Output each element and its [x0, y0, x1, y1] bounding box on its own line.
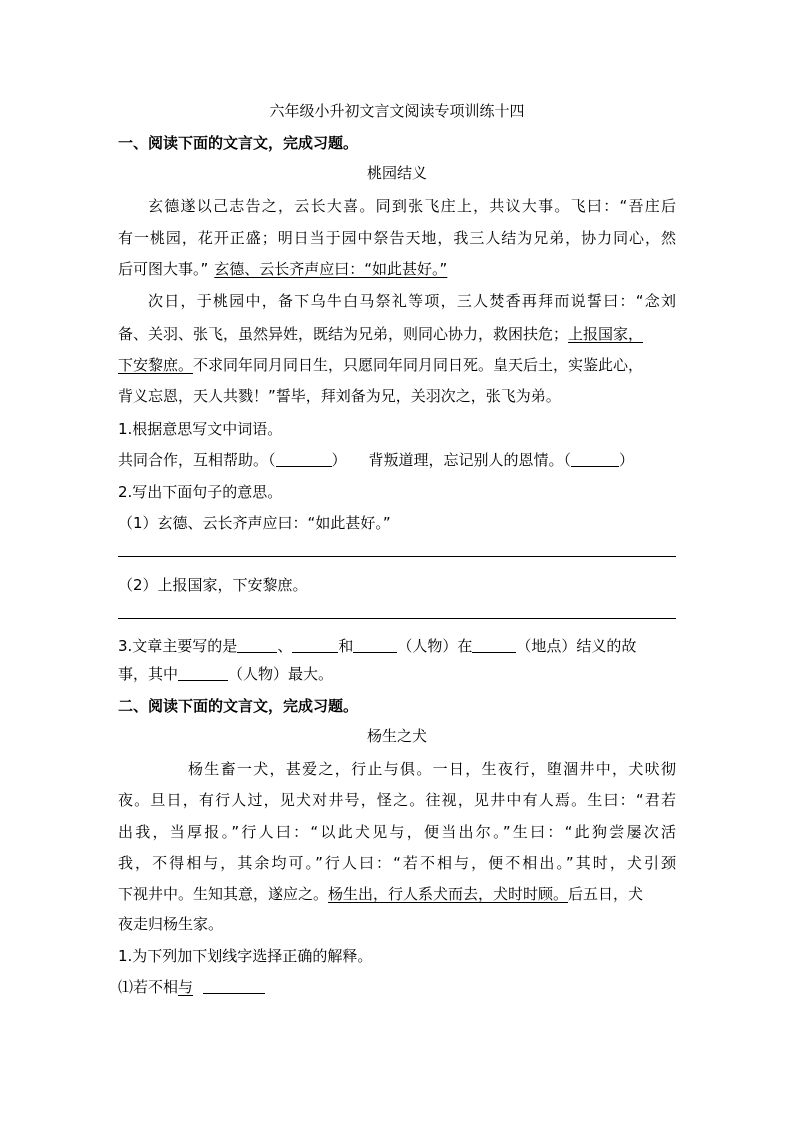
answer-blank[interactable] — [203, 978, 265, 994]
answer-blank[interactable] — [292, 637, 338, 653]
passage2-text: 后五日，犬 — [568, 885, 644, 903]
question-1: 1.根据意思写文中词语。 — [118, 420, 283, 438]
underlined-char: 与 — [178, 978, 194, 996]
q3-text: （人物）最大。 — [228, 665, 334, 683]
passage1-line: 次日，于桃园中，备下乌牛白马祭礼等项，三人焚香再拜而说誓曰：“念刘 — [148, 292, 676, 310]
answer-line[interactable] — [118, 618, 676, 619]
question-1-items — [118, 450, 634, 470]
q3-text: （地点）结义的故 — [516, 637, 637, 655]
q3-text: 和 — [338, 637, 354, 655]
passage2-title: 杨生之犬 — [366, 727, 427, 745]
passage1-line: 有一桃园，花开正盛；明日当于园中祭告天地，我三人结为兄弟，协力同心，然 — [118, 229, 676, 247]
passage2-line: 夜。旦日，有行人过，见犬对井号，怪之。往视，见井中有人焉。生曰：“君若 — [118, 791, 676, 809]
section2-heading: 二、阅读下面的文言文，完成习题。 — [118, 697, 359, 715]
section1-heading: 一、阅读下面的文言文，完成习题。 — [118, 134, 359, 152]
page-title: 六年级小升初文言文阅读专项训练十四 — [269, 102, 525, 120]
passage1-line: 玄德遂以己志告之，云长大喜。同到张飞庄上，共议大事。飞曰：“吾庄后 — [148, 197, 676, 215]
passage1-line — [118, 324, 643, 344]
question-2-2: （2）上报国家，下安黎庶。 — [118, 576, 308, 594]
answer-blank[interactable] — [276, 451, 332, 467]
section2-question-1: 1.为下列加下划线字选择正确的解释。 — [118, 947, 373, 965]
passage2-line: 出我，当厚报。”行人曰：“以此犬见与，便当出尔。”生曰：“此狗尝屡次活 — [118, 823, 676, 841]
underlined-sentence: 玄德、云长齐声应曰：“如此甚好。” — [214, 260, 448, 278]
passage2-line: 夜走归杨生家。 — [118, 915, 224, 933]
question-3 — [118, 636, 636, 656]
q1-item-a-close: ） — [331, 451, 347, 469]
question-2-1: （1）玄德、云长齐声应曰：“如此甚好。” — [118, 514, 391, 532]
underlined-sentence: 上报国家， — [568, 325, 644, 343]
passage1-line — [118, 259, 447, 279]
passage1-text: 后可图大事。” — [118, 260, 209, 278]
answer-blank[interactable] — [178, 665, 228, 681]
passage2-text: 下视井中。生知其意，遂应之。 — [118, 885, 329, 903]
passage1-line — [118, 355, 643, 375]
passage1-title: 桃园结义 — [366, 164, 427, 182]
q1-item-b-close: ） — [619, 451, 635, 469]
answer-blank[interactable] — [571, 451, 619, 467]
q3-text: 事，其中 — [118, 665, 179, 683]
q-text: ⑴若不相 — [118, 978, 179, 996]
passage1-line: 背义忘恩，天人共戮！”誓毕，拜刘备为兄，关羽次之，张飞为弟。 — [118, 387, 561, 405]
q3-text: （人物）在 — [397, 637, 473, 655]
answer-blank[interactable] — [237, 637, 277, 653]
q1-item-a: 共同合作，互相帮助。（ — [118, 451, 276, 469]
passage1-text: 不求同年同月同日生，只愿同年同月同日死。皇天后土，实鉴此心， — [193, 356, 644, 374]
answer-blank[interactable] — [353, 637, 397, 653]
passage2-line: 杨生畜一犬，甚爱之，行止与俱。一日，生夜行，堕涸井中，犬吠彻 — [188, 760, 676, 778]
question-2: 2.写出下面句子的意思。 — [118, 483, 283, 501]
q1-item-b: 背叛道理，忘记别人的恩情。（ — [368, 451, 572, 469]
section2-question-1-1 — [118, 977, 265, 997]
underlined-sentence: 杨生出，行人系犬而去，犬时时顾。 — [328, 885, 569, 903]
underlined-sentence: 下安黎庶。 — [118, 356, 194, 374]
answer-line[interactable] — [118, 556, 676, 557]
passage2-line — [118, 884, 643, 904]
q3-text: 、 — [277, 637, 293, 655]
question-3-cont — [118, 664, 333, 684]
passage2-line: 我，不得相与，其余均可。”行人曰：“若不相与，便不相出。”其时，犬引颈 — [118, 854, 676, 872]
q3-text: 3.文章主要写的是 — [118, 637, 238, 655]
answer-blank[interactable] — [472, 637, 516, 653]
passage1-text: 备、关羽、张飞，虽然异姓，既结为兄弟，则同心协力，救困扶危； — [118, 325, 569, 343]
